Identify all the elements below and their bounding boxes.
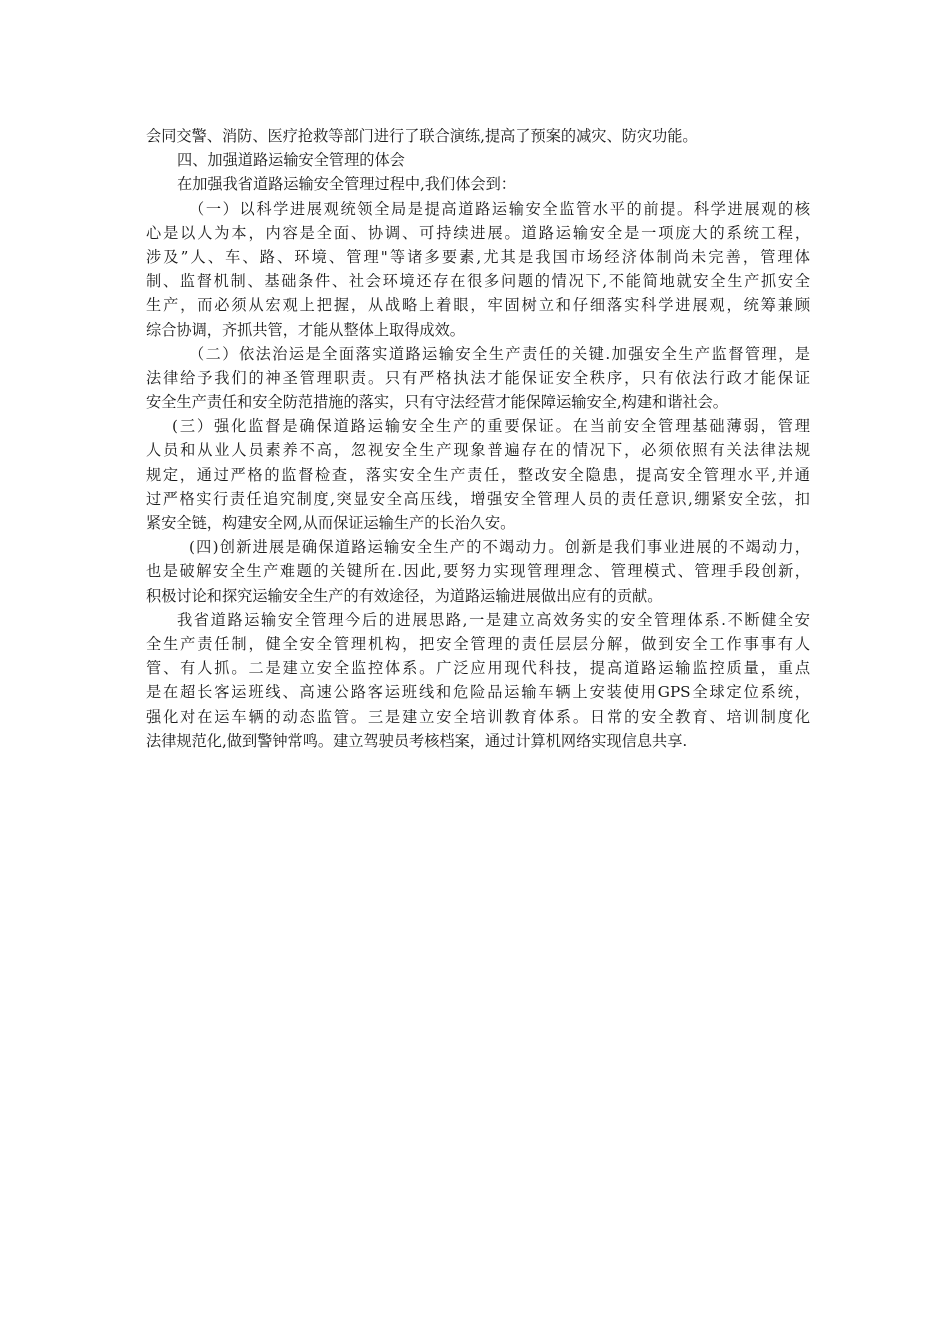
text-line: (四)创新进展是确保道路运输安全生产的不竭动力。创新是我们事业进展的不竭动力， xyxy=(189,538,810,557)
text-line: 人员和从业人员素养不高，忽视安全生产现象普遍存在的情况下，必须依照有关法律法规 xyxy=(146,441,810,460)
text-line: 规定，通过严格的监督检查，落实安全生产责任，整改安全隐患，提高安全管理水平,并通 xyxy=(146,465,810,484)
text-line: 综合协调，齐抓共管，才能从整体上取得成效。 xyxy=(146,320,465,339)
text-line: 安全生产责任和安全防范措施的落实，只有守法经营才能保障运输安全,构建和谐社会。 xyxy=(146,393,728,412)
text-line: （二）依法治运是全面落实道路运输安全生产责任的关键.加强安全生产监督管理，是 xyxy=(189,344,810,363)
text-line: 我省道路运输安全管理今后的进展思路,一是建立高效务实的安全管理体系.不断健全安 xyxy=(177,610,810,629)
text-line: 积极讨论和探究运输安全生产的有效途径，为道路运输进展做出应有的贡献。 xyxy=(146,586,663,605)
text-line: 全生产责任制，健全安全管理机构，把安全管理的责任层层分解，做到安全工作事事有人 xyxy=(146,634,810,653)
text-line: 管、有人抓。二是建立安全监控体系。广泛应用现代科技，提高道路运输监控质量，重点 xyxy=(146,659,810,678)
text-line: 涉及”人、车、路、环境、管理"等诸多要素,尤其是我国市场经济体制尚未完善，管理体 xyxy=(146,247,810,266)
text-line: 会同交警、消防、医疗抢救等部门进行了联合演练,提高了预案的减灾、防灾功能。 xyxy=(146,127,698,145)
text-line: 制、监督机制、基础条件、社会环境还存在很多问题的情况下,不能简地就安全生产抓安全 xyxy=(146,272,810,291)
section-heading: 四、加强道路运输安全管理的体会 xyxy=(177,151,405,170)
text-line: 是在超长客运班线、高速公路客运班线和危险品运输车辆上安装使用GPS全球定位系统， xyxy=(146,683,810,702)
text-line: (三）强化监督是确保道路运输安全生产的重要保证。在当前安全管理基础薄弱，管理 xyxy=(172,417,810,436)
text-line: 生产，而必须从宏观上把握，从战略上着眼，牢固树立和仔细落实科学进展观，统筹兼顾 xyxy=(146,296,810,315)
text-line: 在加强我省道路运输安全管理过程中,我们体会到： xyxy=(177,175,516,194)
text-line: 法律给予我们的神圣管理职责。只有严格执法才能保证安全秩序，只有依法行政才能保证 xyxy=(146,368,810,387)
text-line: 过严格实行责任追究制度,突显安全高压线，增强安全管理人员的责任意识,绷紧安全弦，扣 xyxy=(146,489,810,508)
text-line: 心是以人为本，内容是全面、协调、可持续进展。道路运输安全是一项庞大的系统工程， xyxy=(146,223,810,242)
text-line: （一）以科学进展观统领全局是提高道路运输安全监管水平的前提。科学进展观的核 xyxy=(189,199,810,218)
text-line: 也是破解安全生产难题的关键所在.因此,要努力实现管理理念、管理模式、管理手段创新， xyxy=(146,562,810,581)
text-line: 法律规范化,做到警钟常鸣。建立驾驶员考核档案，通过计算机网络实现信息共享. xyxy=(146,731,688,750)
text-line: 强化对在运车辆的动态监管。三是建立安全培训教育体系。日常的安全教育、培训制度化 xyxy=(146,707,810,726)
text-line: 紧安全链，构建安全网,从而保证运输生产的长治久安。 xyxy=(146,514,516,532)
body-text xyxy=(146,124,810,753)
